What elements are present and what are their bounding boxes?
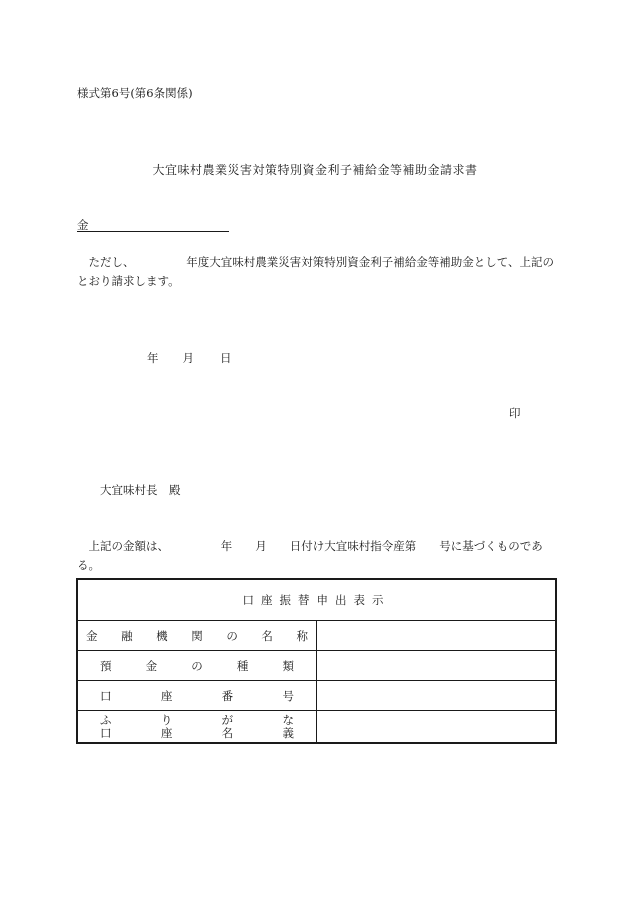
- bank-name-label: [77, 621, 317, 651]
- request-paragraph: [77, 253, 559, 291]
- label-char: が: [221, 712, 234, 727]
- label-char: 類: [282, 658, 294, 673]
- account-number-field[interactable]: [317, 681, 557, 711]
- account-transfer-table: [76, 578, 557, 744]
- basis-paragraph: [77, 537, 559, 575]
- furigana-label-text: [78, 714, 316, 727]
- label-char: の: [226, 628, 238, 643]
- label-char: 座: [160, 688, 173, 703]
- account-holder-label-text: [78, 727, 316, 740]
- date-line: [147, 350, 232, 366]
- label-char: ふ: [100, 712, 112, 727]
- form-number: 様式第6号(第6条関係): [77, 86, 193, 100]
- date-day: 日: [220, 351, 232, 365]
- addressee: 大宜味村長 殿: [100, 483, 181, 497]
- label-char: 義: [282, 725, 294, 740]
- label-char: 機: [156, 628, 168, 643]
- document-title: 大宜味村農業災害対策特別資金利子補給金等補助金請求書: [152, 163, 478, 177]
- account-number-label: [77, 681, 317, 711]
- basis-paragraph-text: 上記の金額は、 年 月 日付け大宜味村指令産第 号に基づくものである。: [77, 539, 543, 572]
- account-holder-field[interactable]: [317, 711, 557, 744]
- label-char: 口: [100, 725, 112, 740]
- label-char: 名: [221, 725, 234, 740]
- bank-name-label-text: [78, 628, 316, 644]
- label-char: 融: [121, 628, 133, 643]
- amount-label: 金: [77, 218, 89, 232]
- amount-underline: [77, 231, 229, 232]
- deposit-type-label-text: [78, 658, 316, 674]
- label-char: 号: [282, 688, 294, 703]
- account-table-header: 口座振替申出表示: [77, 579, 556, 621]
- request-paragraph-text: ただし、 年度大宜味村農業災害対策特別資金利子補給金等補助金として、上記のとおり請求します。: [77, 255, 555, 288]
- label-char: 座: [160, 725, 173, 740]
- date-month: 月: [182, 351, 194, 365]
- label-char: 種: [236, 658, 249, 673]
- label-char: 番: [221, 688, 234, 703]
- label-char: 金: [86, 628, 98, 643]
- label-char: り: [160, 712, 173, 727]
- bank-name-field[interactable]: [317, 621, 557, 651]
- seal-mark: 印: [509, 406, 521, 420]
- label-char: 関: [191, 628, 203, 643]
- label-char: の: [191, 658, 203, 673]
- label-char: 預: [100, 658, 112, 673]
- deposit-type-label: [77, 651, 317, 681]
- deposit-type-field[interactable]: [317, 651, 557, 681]
- label-char: 口: [100, 688, 112, 703]
- date-year: 年: [147, 351, 159, 365]
- label-char: 名: [261, 628, 273, 643]
- label-char: 称: [296, 628, 308, 643]
- label-char: な: [282, 712, 294, 727]
- label-char: 金: [145, 658, 158, 673]
- account-number-label-text: [78, 688, 316, 704]
- account-holder-label: [77, 711, 317, 744]
